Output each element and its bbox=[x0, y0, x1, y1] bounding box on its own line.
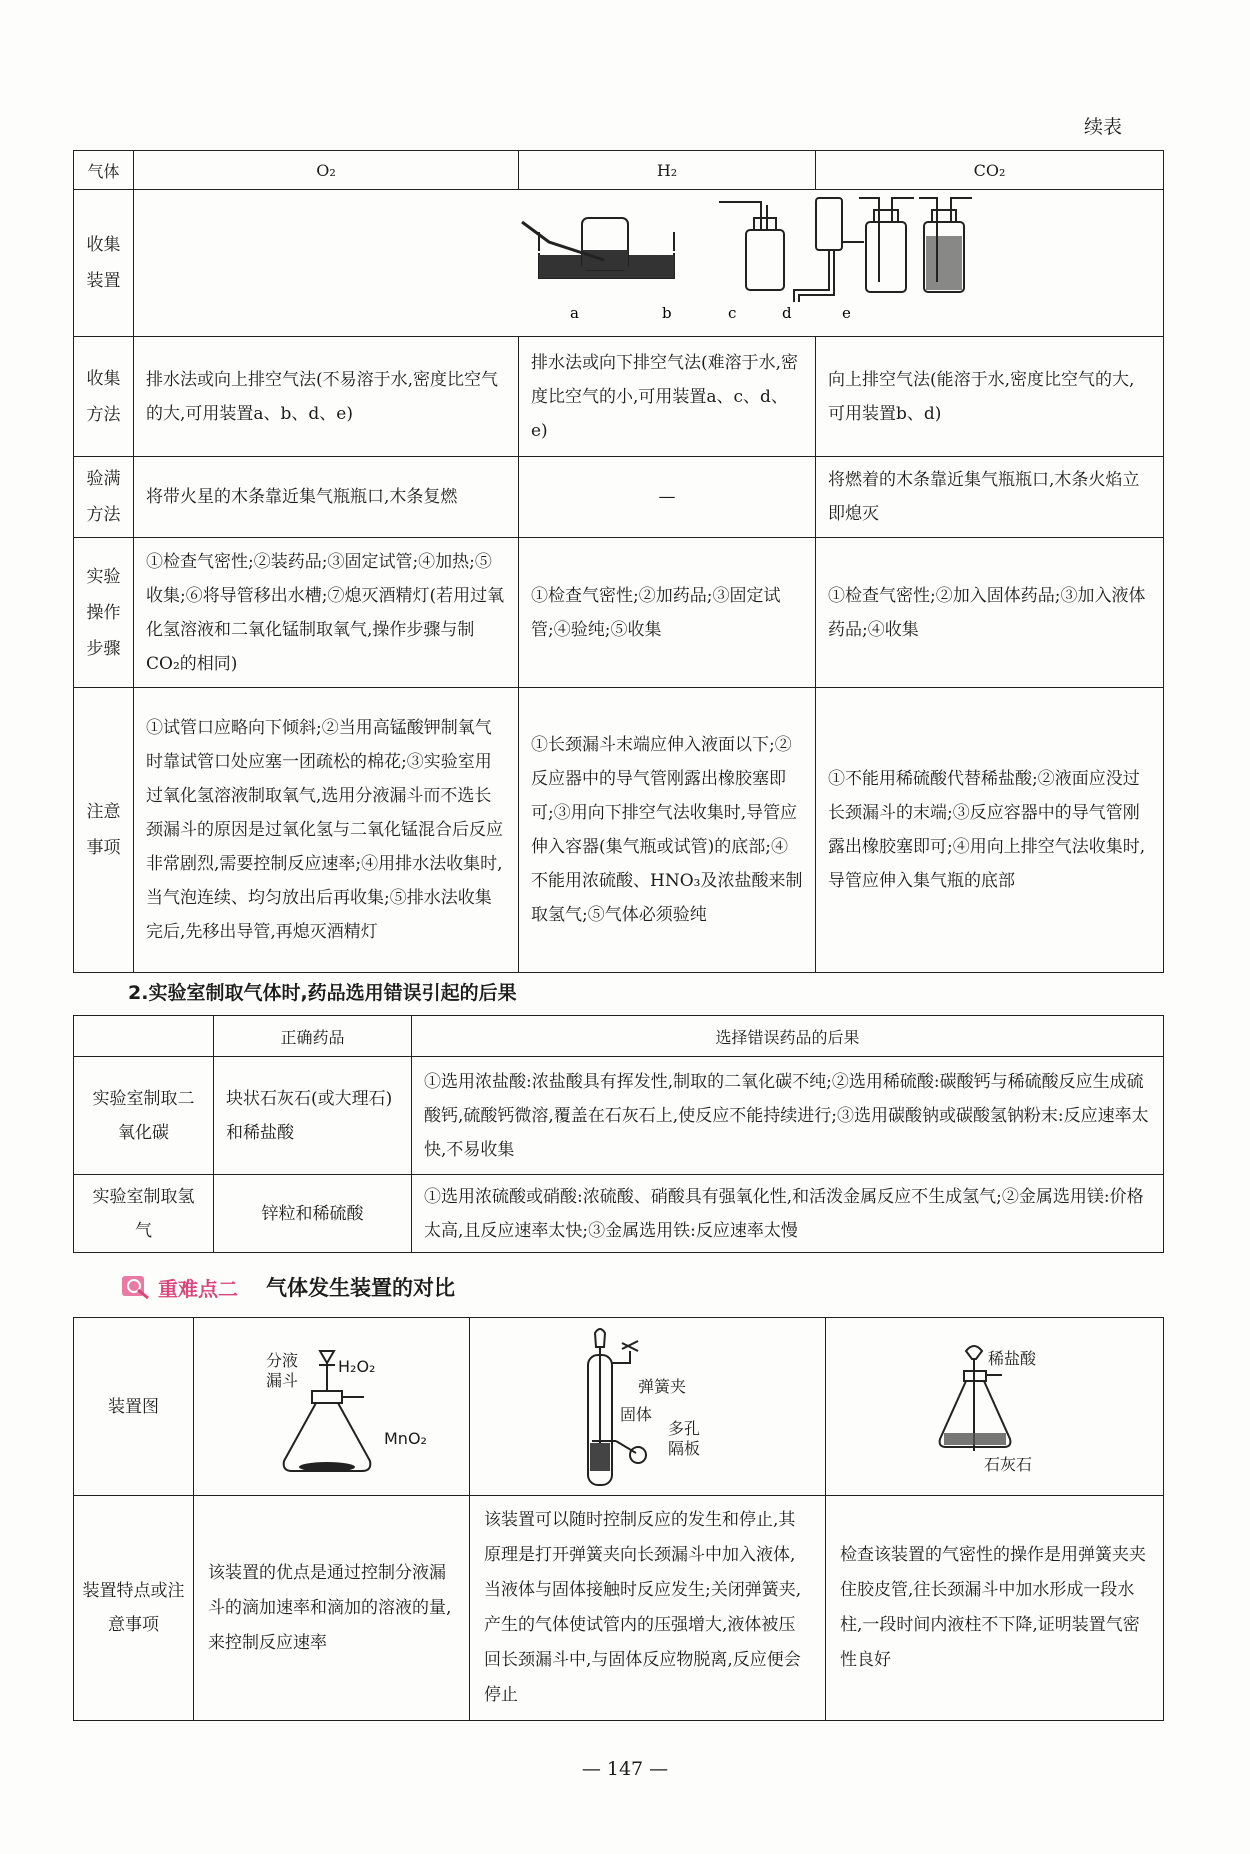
device-a-water-trough bbox=[522, 218, 675, 278]
table-row bbox=[74, 337, 1164, 457]
label-mno2: MnO₂ bbox=[384, 1428, 427, 1448]
key-point-title: 气体发生装置的对比 bbox=[266, 1276, 455, 1300]
key-point-header bbox=[122, 1272, 455, 1302]
label-porous: 多孔 bbox=[668, 1418, 701, 1438]
separatory-funnel-flask-icon bbox=[194, 1321, 470, 1493]
label-h2o2: H₂O₂ bbox=[338, 1356, 376, 1376]
header-co2: CO₂ bbox=[816, 151, 1164, 190]
cell-o2: ①检查气密性;②装药品;③固定试管;④加热;⑤收集;⑥将导管移出水槽;⑦熄灭酒精灯(若用过氧化氢溶液和二氧化锰制取氧气,操作步骤与制CO₂的相同) bbox=[134, 538, 519, 688]
table-row bbox=[74, 538, 1164, 688]
device-label-b: b bbox=[662, 304, 672, 322]
test-tube-apparatus bbox=[470, 1321, 825, 1493]
gas-preparation-table bbox=[73, 150, 1164, 973]
table-row bbox=[74, 688, 1164, 973]
collection-devices-diagram bbox=[134, 190, 1162, 324]
gas-generator-table bbox=[73, 1317, 1164, 1721]
row-label: 注意事项 bbox=[74, 688, 134, 973]
long-neck-funnel-apparatus bbox=[826, 1321, 1163, 1493]
device-e-gas-bottle-water bbox=[919, 198, 972, 292]
cell-o2: ①试管口应略向下倾斜;②当用高锰酸钾制氧气时靠试管口处应塞一团疏松的棉花;③实验室用过氧化氢溶液制取氧气,选用分液漏斗而不选长颈漏斗的原因是过氧化氢与二氧化锰混合后反应非常剧烈,需要控制反应速率;④用排水法收集时,当气泡连续、均匀放出后再收集;⑤排水法收集完后,先移出导管,再熄灭酒精灯 bbox=[134, 688, 519, 973]
device-label-e: e bbox=[842, 304, 851, 322]
cell-correct: 块状石灰石(或大理石)和稀盐酸 bbox=[214, 1057, 412, 1175]
header-gas: 气体 bbox=[74, 151, 134, 190]
device-b-upward-air bbox=[719, 202, 784, 290]
header-consequence: 选择错误药品的后果 bbox=[412, 1016, 1164, 1057]
device-label-d: d bbox=[782, 304, 792, 322]
header-correct-reagent: 正确药品 bbox=[214, 1016, 412, 1057]
cell-note: 该装置可以随时控制反应的发生和停止,其原理是打开弹簧夹向长颈漏斗中加入液体,当液体与固体接触时反应发生;关闭弹簧夹,产生的气体使试管内的压强增大,液体被压回长颈漏斗中,与固体反应物脱离,反应便会停止 bbox=[470, 1496, 826, 1721]
cell-note: 检查该装置的气密性的操作是用弹簧夹夹住胶皮管,往长颈漏斗中加水形成一段水柱,一段时间内液柱不下降,证明装置气密性良好 bbox=[826, 1496, 1164, 1721]
label-limestone: 石灰石 bbox=[984, 1454, 1033, 1474]
section-title: 2.实验室制取气体时,药品选用错误引起的后果 bbox=[128, 982, 517, 1004]
row-label: 验满方法 bbox=[74, 457, 134, 538]
device-d-gas-bottle bbox=[859, 198, 914, 292]
table-row bbox=[74, 457, 1164, 538]
continued-label: 续表 bbox=[1083, 116, 1122, 138]
cell-h2: ①长颈漏斗末端应伸入液面以下;②反应器中的导气管刚露出橡胶塞即可;③用向下排空气法收集时,导管应伸入容器(集气瓶或试管)的底部;④不能用浓硫酸、HNO₃及浓盐酸来制取氢气;⑤气体必须验纯 bbox=[519, 688, 816, 973]
row-label-collect-device: 收集装置 bbox=[74, 190, 134, 337]
magnifier-icon bbox=[122, 1274, 152, 1300]
header-h2: H₂ bbox=[519, 151, 816, 190]
table-row bbox=[74, 1175, 1164, 1253]
device1-cell bbox=[194, 1318, 470, 1496]
label-separatory: 分液 bbox=[266, 1350, 299, 1370]
device-c-downward-air bbox=[794, 198, 864, 302]
device3-cell bbox=[826, 1318, 1164, 1496]
table-row bbox=[74, 1057, 1164, 1175]
cell-o2: 排水法或向上排空气法(不易溶于水,密度比空气的大,可用装置a、b、d、e) bbox=[134, 337, 519, 457]
wrong-reagent-table bbox=[73, 1015, 1164, 1253]
cell-h2: — bbox=[519, 457, 816, 538]
label-plate: 隔板 bbox=[668, 1438, 701, 1458]
table-header-row bbox=[74, 1016, 1164, 1057]
label-funnel: 漏斗 bbox=[266, 1370, 299, 1390]
cell-co2: ①检查气密性;②加入固体药品;③加入液体药品;④收集 bbox=[816, 538, 1164, 688]
cell-consequence: ①选用浓硫酸或硝酸:浓硫酸、硝酸具有强氧化性,和活泼金属反应不生成氢气;②金属选用镁:价格太高,且反应速率太快;③金属选用铁:反应速率太慢 bbox=[412, 1175, 1164, 1253]
cell-h2: 排水法或向下排空气法(难溶于水,密度比空气的小,可用装置a、c、d、e) bbox=[519, 337, 816, 457]
cell-correct: 锌粒和稀硫酸 bbox=[214, 1175, 412, 1253]
row-label: 实验操作步骤 bbox=[74, 538, 134, 688]
cell-co2: 将燃着的木条靠近集气瓶瓶口,木条火焰立即熄灭 bbox=[816, 457, 1164, 538]
separatory-funnel-apparatus bbox=[194, 1321, 469, 1493]
table-row bbox=[74, 1496, 1164, 1721]
key-point-badge: 重难点二 bbox=[158, 1276, 238, 1301]
table-row bbox=[74, 1318, 1164, 1496]
table-row bbox=[74, 190, 1164, 337]
page-number: — 147 — bbox=[581, 1758, 669, 1780]
row-label: 实验室制取氢气 bbox=[74, 1175, 214, 1253]
row-label: 装置特点或注意事项 bbox=[74, 1496, 194, 1721]
collection-devices-cell bbox=[134, 190, 1164, 337]
device-label-c: c bbox=[728, 304, 737, 322]
row-label: 装置图 bbox=[74, 1318, 194, 1496]
label-dilute-hcl: 稀盐酸 bbox=[988, 1348, 1037, 1368]
header-empty bbox=[74, 1016, 214, 1057]
label-spring-clip: 弹簧夹 bbox=[638, 1376, 687, 1396]
table-header-row bbox=[74, 151, 1164, 190]
device-label-a: a bbox=[570, 304, 579, 322]
cell-note: 该装置的优点是通过控制分液漏斗的滴加速率和滴加的溶液的量,来控制反应速率 bbox=[194, 1496, 470, 1721]
header-o2: O₂ bbox=[134, 151, 519, 190]
cell-o2: 将带火星的木条靠近集气瓶瓶口,木条复燃 bbox=[134, 457, 519, 538]
cell-consequence: ①选用浓盐酸:浓盐酸具有挥发性,制取的二氧化碳不纯;②选用稀硫酸:碳酸钙与稀硫酸反应生成硫酸钙,硫酸钙微溶,覆盖在石灰石上,使反应不能持续进行;③选用碳酸钠或碳酸氢钠粉末:反应速率太快,不易收集 bbox=[412, 1057, 1164, 1175]
cell-co2: ①不能用稀硫酸代替稀盐酸;②液面应没过长颈漏斗的末端;③反应容器中的导气管刚露出橡胶塞即可;④用向上排空气法收集时,导管应伸入集气瓶的底部 bbox=[816, 688, 1164, 973]
device2-cell bbox=[470, 1318, 826, 1496]
row-label: 收集方法 bbox=[74, 337, 134, 457]
row-label: 实验室制取二氧化碳 bbox=[74, 1057, 214, 1175]
cell-h2: ①检查气密性;②加药品;③固定试管;④验纯;⑤收集 bbox=[519, 538, 816, 688]
label-solid: 固体 bbox=[620, 1404, 653, 1424]
cell-co2: 向上排空气法(能溶于水,密度比空气的大,可用装置b、d) bbox=[816, 337, 1164, 457]
